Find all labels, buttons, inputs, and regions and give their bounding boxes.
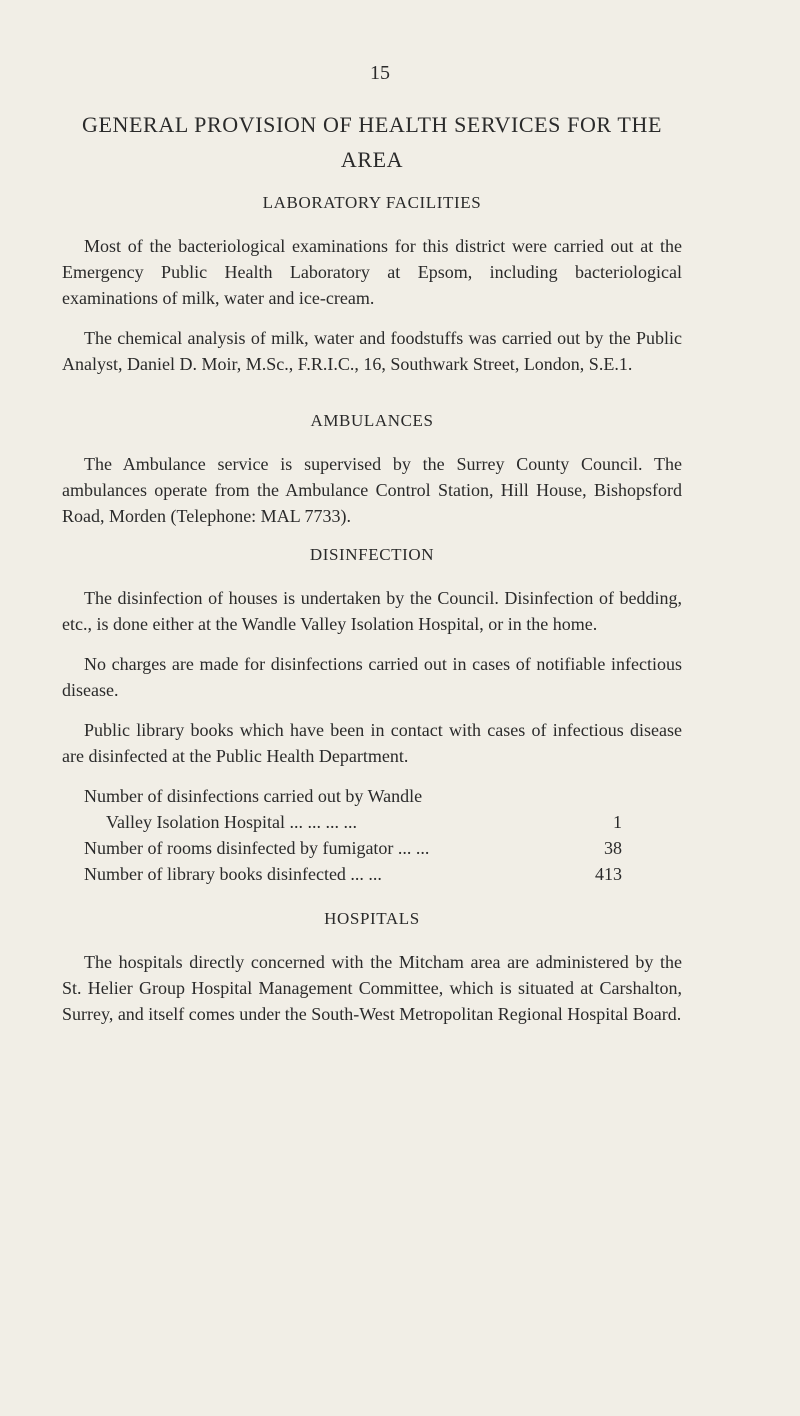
stat-label: Number of rooms disinfected by fumigator ... ... bbox=[84, 838, 430, 859]
stats-row bbox=[62, 861, 622, 887]
stat-label: Number of library books disinfected ... ... bbox=[84, 864, 382, 885]
paragraph: No charges are made for disinfections carried out in cases of notifiable infectious disease. bbox=[62, 654, 682, 701]
stats-row bbox=[62, 783, 622, 809]
section-heading-laboratory: LABORATORY FACILITIES bbox=[262, 193, 482, 213]
paragraph: The Ambulance service is supervised by the Surrey County Council. The ambulances operate from the Ambulance Control Station, Hill House, Bishopsford Road, Morden (Telephone: MAL 7733). bbox=[62, 454, 682, 527]
stat-label: Valley Isolation Hospital ... ... ... ... bbox=[106, 812, 357, 833]
section-ambulances bbox=[62, 411, 682, 529]
page-number: 15 bbox=[370, 62, 390, 84]
paragraph: The chemical analysis of milk, water and foodstuffs was carried out by the Public Analyst, Daniel D. Moir, M.Sc., F.R.I.C., 16, Southwark Street, London, S.E.1. bbox=[62, 328, 682, 375]
stat-value: 413 bbox=[595, 864, 622, 885]
stats-row bbox=[62, 835, 622, 861]
stat-value: 38 bbox=[604, 838, 622, 859]
paragraph: The disinfection of houses is undertaken by the Council. Disinfection of bedding, etc., is done either at the Wandle Valley Isolation Hospital, or in the home. bbox=[62, 588, 682, 635]
section-heading-hospitals: HOSPITALS bbox=[324, 909, 420, 929]
section-laboratory bbox=[62, 193, 682, 377]
page-title: GENERAL PROVISION OF HEALTH SERVICES FOR THE AREA bbox=[82, 112, 662, 173]
section-disinfection bbox=[62, 545, 682, 887]
paragraph: Public library books which have been in contact with cases of infectious disease are disinfected at the Public Health Department. bbox=[62, 720, 682, 767]
page bbox=[62, 62, 682, 1041]
section-heading-ambulances: AMBULANCES bbox=[310, 411, 434, 431]
paragraph: The hospitals directly concerned with the Mitcham area are administered by the St. Helier Group Hospital Management Committee, which is situated at Carshalton, Surrey, and itself comes under the South-West Metropolitan Regional Hospital Board. bbox=[62, 952, 682, 1025]
section-heading-disinfection: DISINFECTION bbox=[309, 545, 435, 565]
section-hospitals bbox=[62, 909, 682, 1027]
stat-label: Number of disinfections carried out by Wandle bbox=[84, 786, 423, 807]
disinfection-stats-table bbox=[62, 783, 622, 887]
stat-value: 1 bbox=[613, 812, 622, 833]
paragraph: Most of the bacteriological examinations for this district were carried out at the Emergency Public Health Laboratory at Epsom, including bacteriological examinations of milk, water and ice-cream. bbox=[62, 236, 682, 309]
stats-row bbox=[62, 809, 622, 835]
